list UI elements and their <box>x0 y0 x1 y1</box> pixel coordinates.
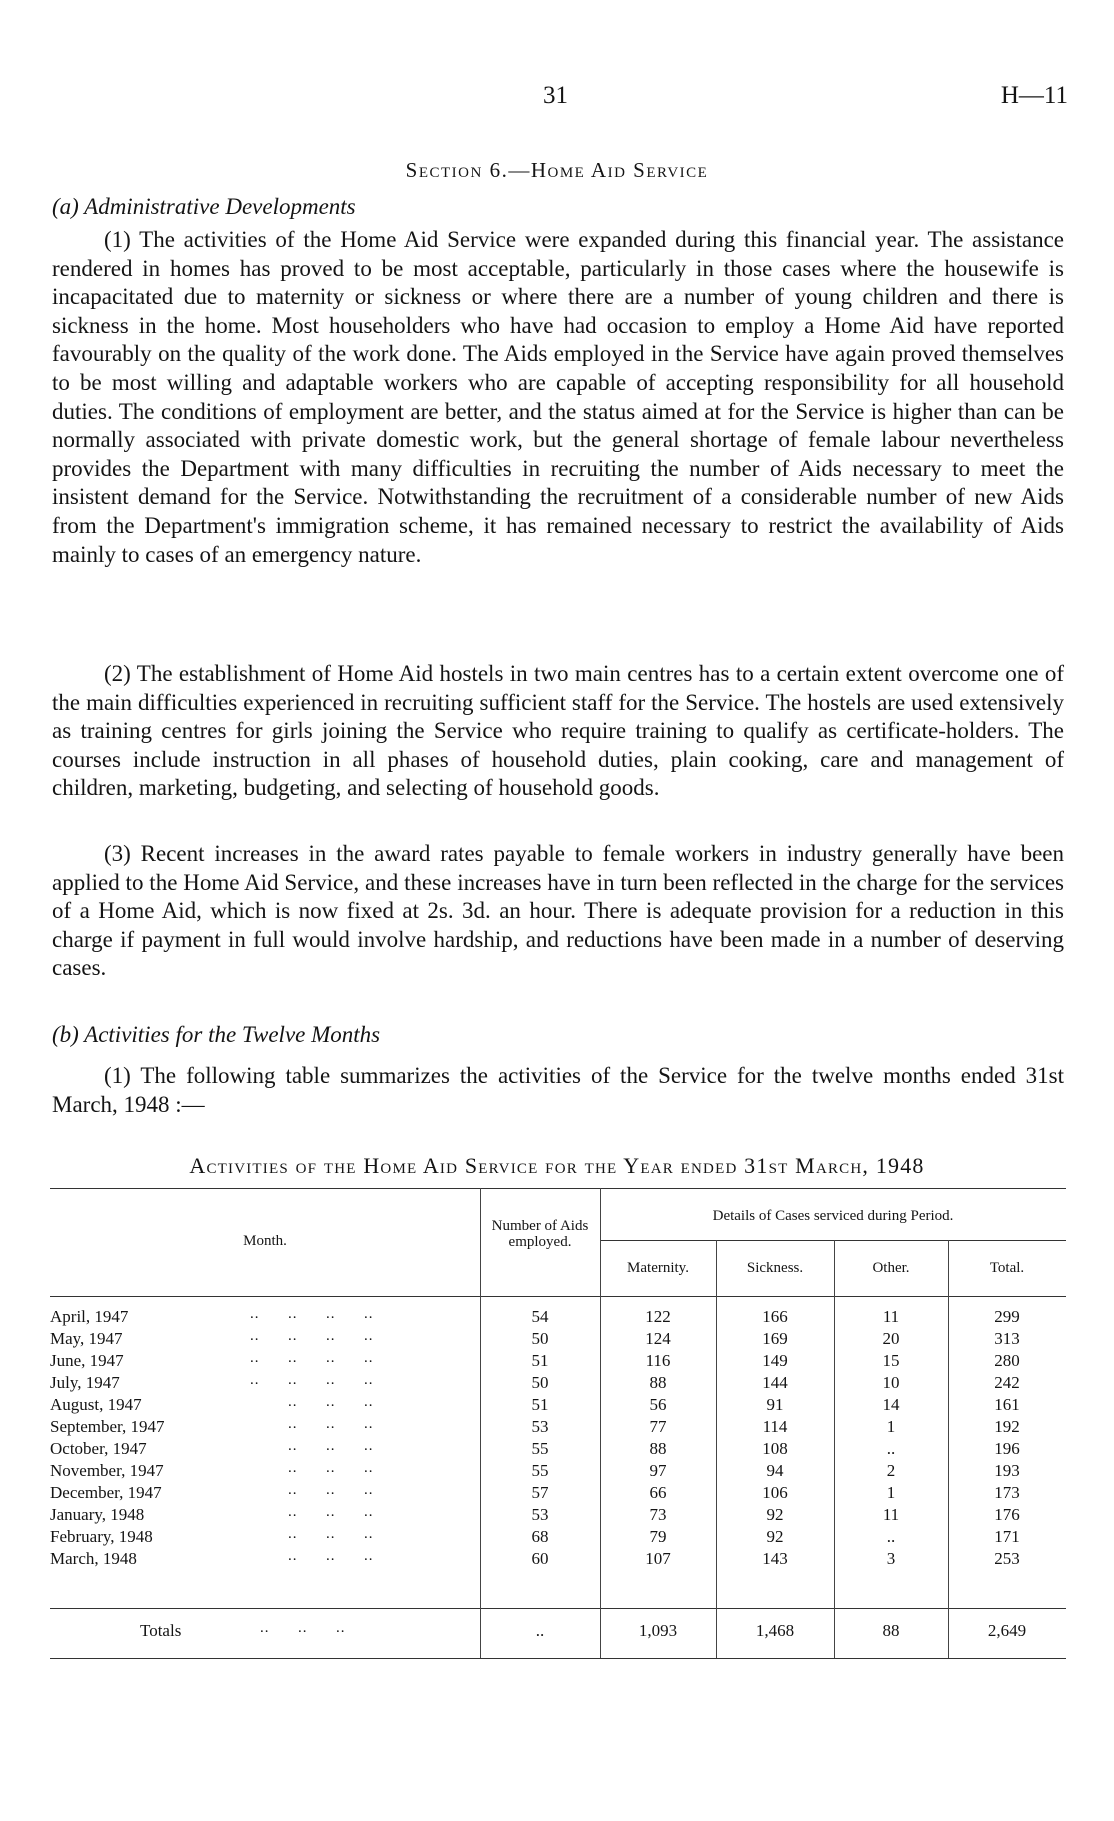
cell-maternity: 77 <box>649 1417 667 1436</box>
cell-maternity: 56 <box>649 1395 667 1414</box>
cell-other: .. <box>886 1439 896 1458</box>
cell-month: October, 1947 <box>50 1439 147 1458</box>
cell-sickness: 114 <box>762 1417 788 1436</box>
header-aids: Number of Aids employed. <box>491 1218 589 1250</box>
subheading-a: (a) Administrative Developments <box>52 194 356 219</box>
cell-maternity: 97 <box>649 1461 667 1480</box>
cell-other: 11 <box>882 1307 900 1326</box>
cell-month: November, 1947 <box>50 1461 164 1480</box>
subheading-b: (b) Activities for the Twelve Months <box>52 1022 381 1047</box>
totals-other: 88 <box>882 1621 900 1640</box>
cell-aids: 54 <box>531 1307 549 1326</box>
cell-sickness: 92 <box>766 1527 784 1546</box>
paragraph-a3: (3) Recent increases in the award rates payable to female workers in industry generally have been applied to the Home Aid Service, and these increases have in turn been reflected in the charge for the services of a Home Aid, which is now fixed at 2s. 3d. an hour. There is adequate provision for a reduction in this charge if payment in full would involve hardship, and reductions have been made in a number of deserving cases. <box>52 841 1064 981</box>
cell-maternity: 66 <box>649 1483 667 1502</box>
activities-table <box>50 1188 1066 1660</box>
header-month: Month. <box>243 1233 287 1249</box>
cell-month: May, 1947 <box>50 1329 123 1348</box>
cell-total: 192 <box>994 1417 1020 1436</box>
cell-total: 196 <box>994 1439 1020 1458</box>
totals-rule <box>50 1608 1066 1609</box>
cell-sickness: 94 <box>766 1461 784 1480</box>
leader-dots: .. .. .. .. <box>250 1328 374 1344</box>
cell-maternity: 122 <box>645 1307 671 1326</box>
cell-aids: 55 <box>531 1461 549 1480</box>
cell-other: 1 <box>886 1483 896 1502</box>
cell-other: 14 <box>882 1395 900 1414</box>
cell-sickness: 143 <box>762 1549 788 1568</box>
leader-dots: .. .. .. <box>250 1526 374 1542</box>
cell-month: December, 1947 <box>50 1483 162 1502</box>
cell-other: 3 <box>886 1549 896 1568</box>
cell-sickness: 92 <box>766 1505 784 1524</box>
cell-aids: 60 <box>531 1549 549 1568</box>
paragraph-a2: (2) The establishment of Home Aid hostels in two main centres has to a certain extent overcome one of the main difficulties experienced in recruiting sufficient staff for the Service. The hostels are used extensively as training centres for girls joining the Service who require training to qualify as certificate-holders. The courses include instruction in all phases of household duties, plain cooking, care and management of children, marketing, budgeting, and selecting of household goods. <box>52 661 1064 801</box>
cell-total: 193 <box>994 1461 1020 1480</box>
cell-month: September, 1947 <box>50 1417 165 1436</box>
leader-dots: .. .. .. <box>250 1460 374 1476</box>
cell-aids: 53 <box>531 1417 549 1436</box>
cell-sickness: 169 <box>762 1329 788 1348</box>
table-title: Activities of the Home Aid Service for the Year ended 31st March, 1948 <box>189 1153 925 1178</box>
header-maternity: Maternity. <box>627 1260 689 1276</box>
cell-month: June, 1947 <box>50 1351 124 1370</box>
cell-aids: 55 <box>531 1439 549 1458</box>
cell-month: March, 1948 <box>50 1549 137 1568</box>
cell-month: April, 1947 <box>50 1307 129 1326</box>
cell-aids: 50 <box>531 1373 549 1392</box>
leader-dots: .. .. .. .. <box>250 1350 374 1366</box>
cell-sickness: 144 <box>762 1373 788 1392</box>
cell-other: 20 <box>882 1329 900 1348</box>
totals-sickness: 1,468 <box>755 1621 795 1640</box>
cell-month: January, 1948 <box>50 1505 145 1524</box>
leader-dots: .. .. .. <box>260 1620 346 1636</box>
paragraph-b1: (1) The following table summarizes the activities of the Service for the twelve months ended 31st March, 1948 :— <box>52 1063 1064 1117</box>
cell-month: February, 1948 <box>50 1527 153 1546</box>
leader-dots: .. .. .. .. <box>250 1372 374 1388</box>
header-bottom-rule <box>50 1296 1066 1297</box>
header-other: Other. <box>872 1260 910 1276</box>
totals-total: 2,649 <box>987 1621 1027 1640</box>
cell-sickness: 106 <box>762 1483 788 1502</box>
cell-maternity: 124 <box>645 1329 671 1348</box>
cell-aids: 51 <box>531 1395 549 1414</box>
cell-other: 1 <box>886 1417 896 1436</box>
cell-maternity: 88 <box>649 1373 667 1392</box>
cell-maternity: 116 <box>645 1351 671 1370</box>
section-title: Section 6.—Home Aid Service <box>405 158 709 182</box>
cell-aids: 53 <box>531 1505 549 1524</box>
group-header-rule <box>600 1240 1066 1241</box>
leader-dots: .. .. .. <box>250 1504 374 1520</box>
cell-maternity: 73 <box>649 1505 667 1524</box>
header-total: Total. <box>989 1260 1025 1276</box>
cell-aids: 57 <box>531 1483 549 1502</box>
cell-aids: 51 <box>531 1351 549 1370</box>
leader-dots: .. .. .. .. <box>250 1306 374 1322</box>
totals-maternity: 1,093 <box>638 1621 678 1640</box>
cell-maternity: 88 <box>649 1439 667 1458</box>
cell-total: 171 <box>994 1527 1020 1546</box>
cell-sickness: 91 <box>766 1395 784 1414</box>
page-number: 31 <box>543 82 568 109</box>
leader-dots: .. .. .. <box>250 1548 374 1564</box>
table-bottom-rule <box>50 1658 1066 1659</box>
totals-label: Totals <box>140 1621 182 1640</box>
cell-sickness: 149 <box>762 1351 788 1370</box>
cell-total: 176 <box>994 1505 1020 1524</box>
cell-total: 313 <box>994 1329 1020 1348</box>
cell-maternity: 79 <box>649 1527 667 1546</box>
cell-maternity: 107 <box>645 1549 671 1568</box>
cell-other: 10 <box>882 1373 900 1392</box>
cell-total: 253 <box>994 1549 1020 1568</box>
leader-dots: .. .. .. <box>250 1438 374 1454</box>
cell-other: 15 <box>882 1351 900 1370</box>
cell-month: August, 1947 <box>50 1395 142 1414</box>
document-code: H—11 <box>1000 82 1068 109</box>
header-sickness: Sickness. <box>746 1260 804 1276</box>
leader-dots: .. .. .. <box>250 1482 374 1498</box>
cell-aids: 68 <box>531 1527 549 1546</box>
cell-other: .. <box>886 1527 896 1546</box>
leader-dots: .. .. .. <box>250 1416 374 1432</box>
totals-aids: .. <box>535 1621 545 1640</box>
paragraph-a1: (1) The activities of the Home Aid Service were expanded during this financial year. The assistance rendered in homes has proved to be most acceptable, particularly in those cases where the housewife is incapacitated due to maternity or sickness or where there are a number of young children and there is sickness in the home. Most householders who have had occasion to employ a Home Aid have reported favourably on the quality of the work done. The Aids employed in the Service have again proved themselves to be most willing and adaptable workers who are capable of accepting responsibility for all household duties. The conditions of employment are better, and the status aimed at for the Service is higher than can be normally associated with private domestic work, but the general shortage of female labour nevertheless provides the Department with many difficulties in recruiting the number of Aids necessary to meet the insistent demand for the Service. Notwithstanding the recruitment of a considerable number of new Aids from the Department's immigration scheme, it has remained necessary to restrict the availability of Aids mainly to cases of an emergency nature. <box>52 227 1064 567</box>
cell-total: 242 <box>994 1373 1020 1392</box>
cell-total: 173 <box>994 1483 1020 1502</box>
cell-total: 280 <box>994 1351 1020 1370</box>
leader-dots: .. .. .. <box>250 1394 374 1410</box>
cell-other: 11 <box>882 1505 900 1524</box>
cell-aids: 50 <box>531 1329 549 1348</box>
page-header <box>0 82 1114 116</box>
cell-month: July, 1947 <box>50 1373 120 1392</box>
cell-sickness: 166 <box>762 1307 788 1326</box>
cell-sickness: 108 <box>762 1439 788 1458</box>
cell-total: 161 <box>994 1395 1020 1414</box>
cell-total: 299 <box>994 1307 1020 1326</box>
cell-other: 2 <box>886 1461 896 1480</box>
table-top-rule <box>50 1188 1066 1189</box>
header-details-group: Details of Cases serviced during Period. <box>712 1208 954 1224</box>
